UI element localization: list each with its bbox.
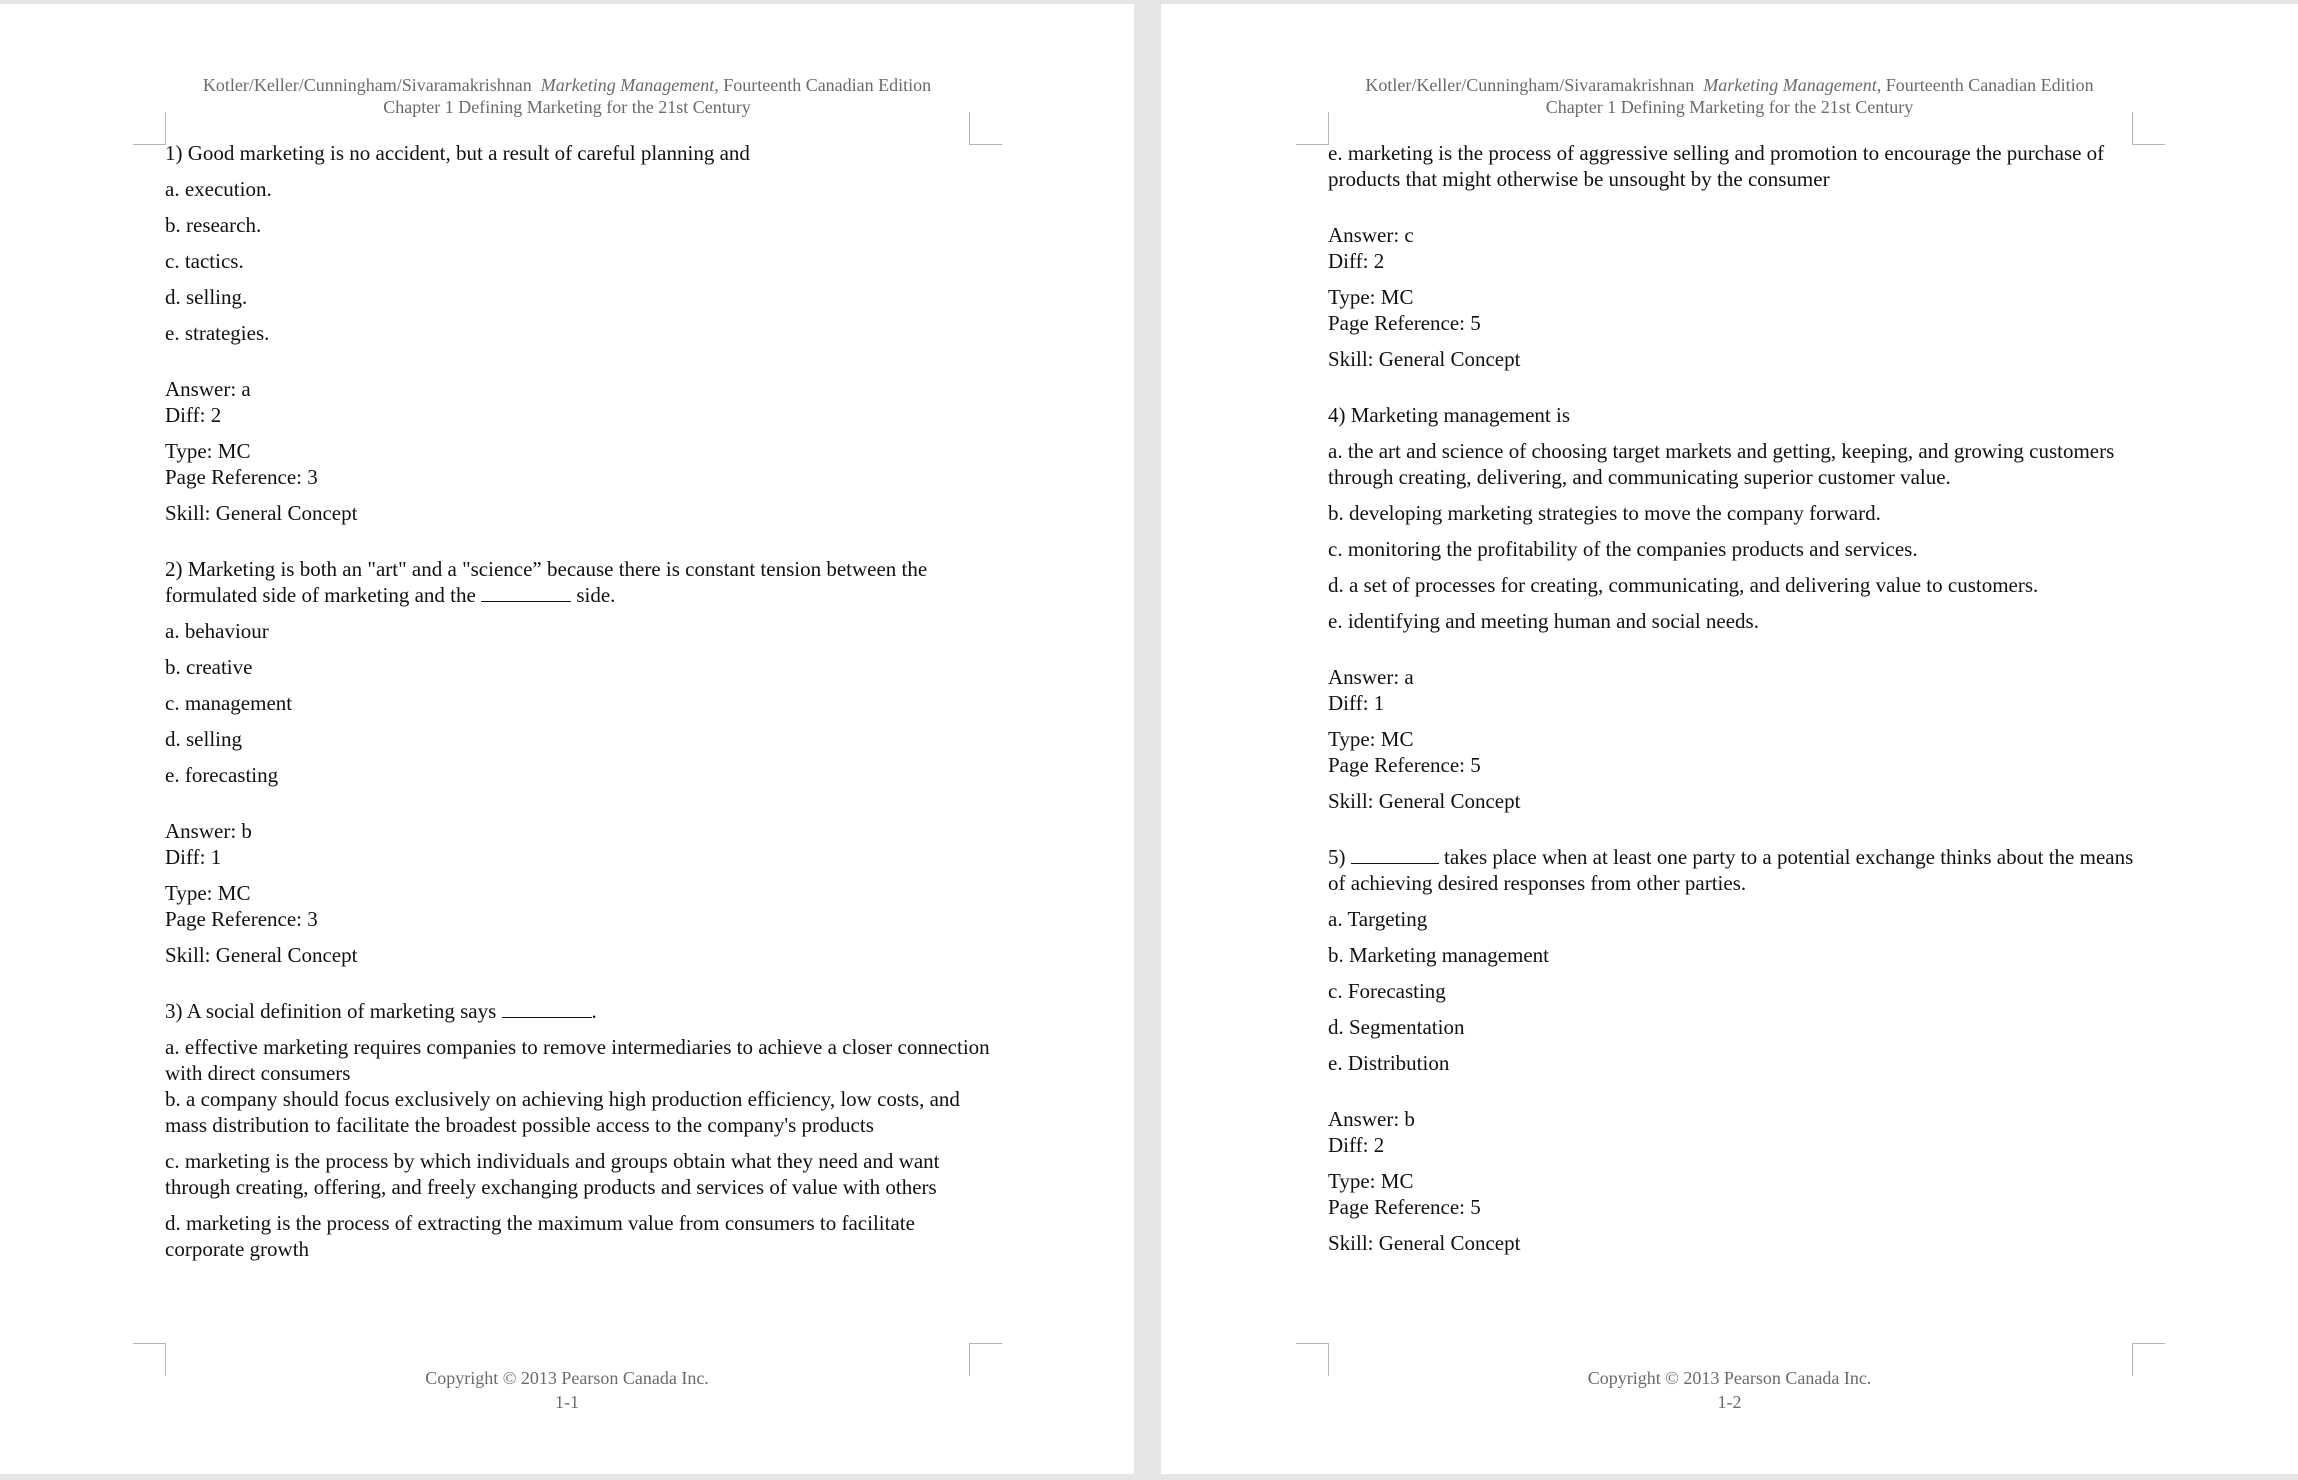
answer: Answer: b [165,819,252,843]
question-4 [1328,402,2140,814]
question-stem: 5) takes place when at least one party to a potential exchange thinks about the means of achieving desired responses from other parties. [1328,845,2134,895]
option-e: e. marketing is the process of aggressive selling and promotion to encourage the purchase of products that might otherwise be unsought by the consumer [1328,141,2105,191]
document-page-1 [0,4,1134,1474]
header-chapter: Chapter 1 Defining Marketing for the 21st Century [383,97,751,117]
header-book-title: Marketing Management [1703,75,1877,95]
crop-mark [1296,112,1329,145]
question-type: Type: MC [165,881,251,905]
page-reference: Page Reference: 5 [1328,753,1481,777]
question-stem: 4) Marketing management is [1328,403,1571,427]
skill: Skill: General Concept [1328,1231,1521,1255]
document-page-2 [1161,4,2298,1474]
option-a: a. Targeting [1328,907,1428,931]
difficulty: Diff: 1 [1328,691,1385,715]
header-edition: , Fourteenth Canadian Edition [714,75,932,95]
page-content [1328,140,2140,1256]
question-2 [165,556,990,968]
question-stem: 1) Good marketing is no accident, but a result of careful planning and [165,141,750,165]
option-c: c. monitoring the profitability of the companies products and services. [1328,537,1918,561]
skill: Skill: General Concept [165,943,358,967]
header-edition: , Fourteenth Canadian Edition [1876,75,2094,95]
question-type: Type: MC [1328,285,1414,309]
option-e: e. strategies. [165,321,270,345]
question-1 [165,140,990,526]
question-3 [165,998,990,1262]
question-stem: 2) Marketing is both an "art" and a "science” because there is constant tension between the formulated side of marketing and the side. [165,557,928,607]
page-number: 1-2 [1717,1392,1742,1412]
answer-metadata [1328,664,2140,814]
question-type: Type: MC [165,439,251,463]
page-header [1161,74,2298,118]
option-c: c. Forecasting [1328,979,1446,1003]
option-a: a. execution. [165,177,272,201]
page-reference: Page Reference: 5 [1328,1195,1481,1219]
option-b: b. creative [165,655,253,679]
option-b: b. developing marketing strategies to move the company forward. [1328,501,1881,525]
header-book-title: Marketing Management [540,75,715,95]
answer: Answer: a [165,377,251,401]
option-a: a. effective marketing requires companies to remove intermediaries to achieve a closer connection with direct consumers [165,1035,990,1085]
option-d: d. a set of processes for creating, communicating, and delivering value to customers. [1328,573,2039,597]
page-content [165,140,990,1272]
option-d: d. marketing is the process of extracting the maximum value from consumers to facilitate corporate growth [165,1211,915,1261]
page-reference: Page Reference: 3 [165,907,318,931]
fill-in-blank [1351,847,1439,864]
option-b: b. a company should focus exclusively on achieving high production efficiency, low costs, and mass distribution to facilitate the broadest possible access to the company's products [165,1087,960,1137]
option-e: e. forecasting [165,763,279,787]
difficulty: Diff: 2 [165,403,222,427]
option-c: c. marketing is the process by which individuals and groups obtain what they need and want through creating, offering, and freely exchanging products and services of value with others [165,1149,940,1199]
skill: Skill: General Concept [1328,347,1521,371]
answer: Answer: c [1328,223,1414,247]
page-header [0,74,1134,118]
option-d: d. Segmentation [1328,1015,1465,1039]
question-type: Type: MC [1328,1169,1414,1193]
header-authors: Kotler/Keller/Cunningham/Sivaramakrishnan [1365,75,1695,95]
page-reference: Page Reference: 5 [1328,311,1481,335]
option-d: d. selling. [165,285,248,309]
option-d: d. selling [165,727,242,751]
page-footer [1161,1366,2298,1414]
page-reference: Page Reference: 3 [165,465,318,489]
difficulty: Diff: 2 [1328,249,1385,273]
question-3-continued [1328,140,2140,372]
question-stem: 3) A social definition of marketing says . [165,999,597,1023]
fill-in-blank [481,585,571,602]
option-c: c. tactics. [165,249,244,273]
skill: Skill: General Concept [165,501,358,525]
skill: Skill: General Concept [1328,789,1521,813]
difficulty: Diff: 2 [1328,1133,1385,1157]
difficulty: Diff: 1 [165,845,222,869]
answer: Answer: a [1328,665,1414,689]
footer-copyright: Copyright © 2013 Pearson Canada Inc. [425,1368,709,1388]
header-chapter: Chapter 1 Defining Marketing for the 21st Century [1545,97,1914,117]
option-e: e. Distribution [1328,1051,1450,1075]
question-5 [1328,844,2140,1256]
answer-metadata [165,376,990,526]
option-a: a. the art and science of choosing target markets and getting, keeping, and growing customers through creating, delivering, and communicating superior customer value. [1328,439,2115,489]
option-a: a. behaviour [165,619,269,643]
footer-copyright: Copyright © 2013 Pearson Canada Inc. [1587,1368,1872,1388]
option-e: e. identifying and meeting human and social needs. [1328,609,1759,633]
option-b: b. research. [165,213,262,237]
option-b: b. Marketing management [1328,943,1550,967]
header-authors: Kotler/Keller/Cunningham/Sivaramakrishnan [202,75,532,95]
answer-metadata [1328,222,2140,372]
page-footer [0,1366,1134,1414]
question-type: Type: MC [1328,727,1414,751]
answer-metadata [165,818,990,968]
fill-in-blank [502,1001,592,1018]
answer: Answer: b [1328,1107,1415,1131]
option-c: c. management [165,691,293,715]
page-number: 1-1 [555,1392,579,1412]
answer-metadata [1328,1106,2140,1256]
crop-mark [133,112,166,145]
